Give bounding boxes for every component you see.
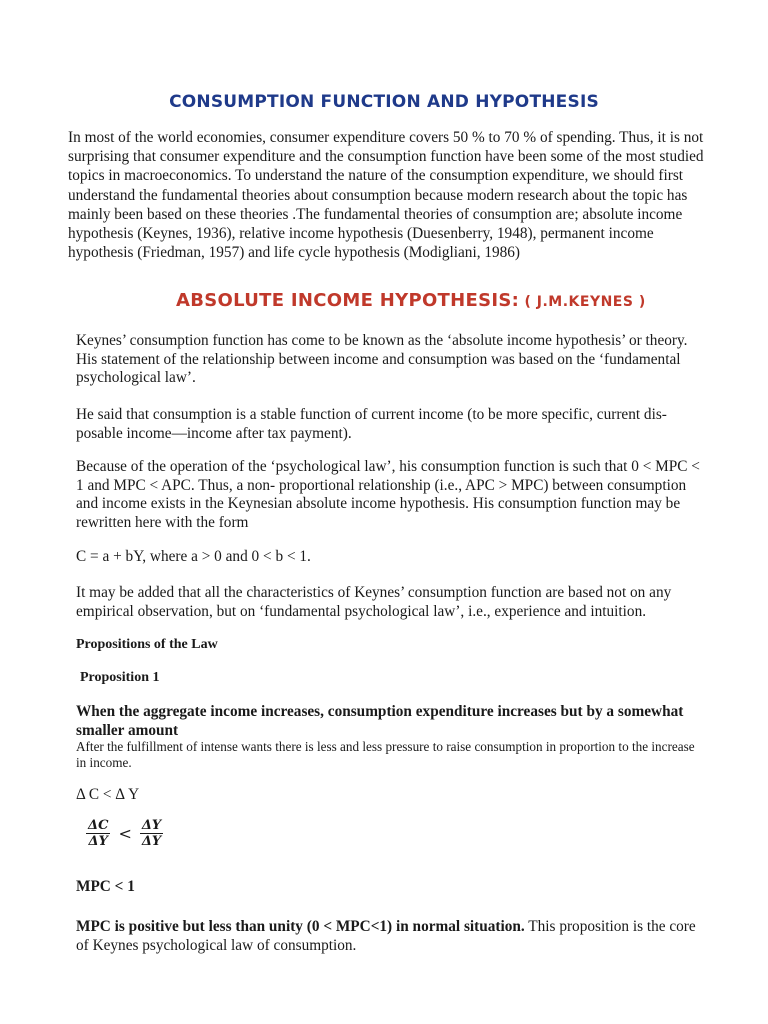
fraction-left: [86, 818, 110, 849]
stable-function-paragraph: He said that consumption is a stable function of current income (to be more specific, current dis-posable income—income after tax payment).: [76, 406, 667, 442]
proposition-1-heading: When the aggregate income increases, consumption expenditure increases but by a somewhat smaller amount: [76, 703, 684, 739]
proposition-1-label: Proposition 1: [80, 670, 160, 685]
keynes-paragraph: Keynes’ consumption function has come to be known as the ‘absolute income hypothesis’ or theory. His statement of the relationship between income and consumption was based on the ‘fundamental psychological law’.: [76, 332, 688, 387]
section-heading-main: ABSOLUTE INCOME HYPOTHESIS:: [176, 290, 520, 311]
fraction-operator: <: [118, 824, 132, 843]
consumption-equation: C = a + bY, where a > 0 and 0 < b < 1.: [76, 548, 311, 565]
characteristics-paragraph: It may be added that all the characteristics of Keynes’ consumption function are based not on any empirical observation, but on ‘fundamental psychological law’, i.e., experience and intuition.: [76, 584, 672, 620]
mpc-fraction-inequality: [86, 818, 163, 849]
fraction-left-denominator: ΔY: [88, 834, 108, 849]
propositions-label: Propositions of the Law: [76, 637, 218, 652]
fraction-right-denominator: ΔY: [141, 834, 162, 849]
fraction-right: [140, 818, 163, 849]
section-heading-author: ( J.M.KEYNES ): [519, 294, 646, 310]
psychological-law-paragraph: Because of the operation of the ‘psychological law’, his consumption function is such that 0 < MPC < 1 and MPC < APC. Thus, a non- proportional relationship (i.e., APC > MPC) between consumption and income exists in the Keynesian absolute income hypothesis. His consumption function may be rewritten here with the form: [76, 458, 700, 531]
proposition-1-text: After the fulfillment of intense wants there is less and less pressure to raise consumption in proportion to the increase in income.: [76, 739, 695, 771]
page-title: CONSUMPTION FUNCTION AND HYPOTHESIS: [169, 92, 599, 112]
final-plain-text: This proposition is the core of Keynes psychological law of consumption.: [76, 918, 696, 954]
section-heading: [176, 290, 716, 311]
final-paragraph: [76, 918, 704, 955]
fraction-right-numerator: ΔY: [141, 818, 162, 833]
fraction-left-numerator: ΔC: [88, 818, 109, 833]
delta-relation: Δ C < Δ Y: [76, 786, 140, 803]
mpc-line: MPC < 1: [76, 878, 135, 895]
final-bold-text: MPC is positive but less than unity (0 < MPC<1) in normal situation.: [76, 918, 525, 935]
intro-paragraph: In most of the world economies, consumer expenditure covers 50 % to 70 % of spending. Thus, it is not surprising that consumer expenditure and the consumption function have been some of the most studied topics in macroeconomics. To understand the nature of the consumption expenditure, we should first understand the fundamental theories about consumption because modern research about the topic has mainly been based on these theories .The fundamental theories of consumption are; absolute income hypothesis (Keynes, 1936), relative income hypothesis (Duesenberry, 1948), permanent income hypothesis (Friedman, 1957) and life cycle hypothesis (Modigliani, 1986): [68, 129, 704, 262]
